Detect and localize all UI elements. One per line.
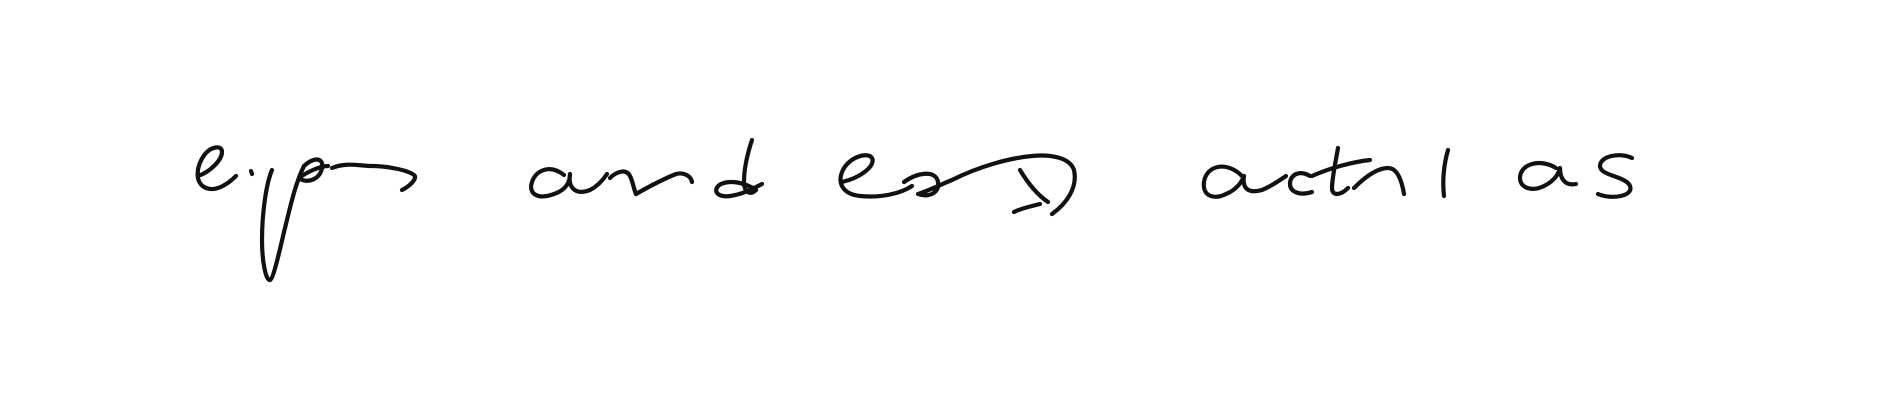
word-ears (841, 155, 1075, 214)
word-as (1520, 155, 1632, 197)
word-and (531, 140, 762, 196)
ink-strokes (198, 140, 1632, 280)
word-act (1204, 148, 1448, 197)
word-eyes (198, 147, 415, 280)
